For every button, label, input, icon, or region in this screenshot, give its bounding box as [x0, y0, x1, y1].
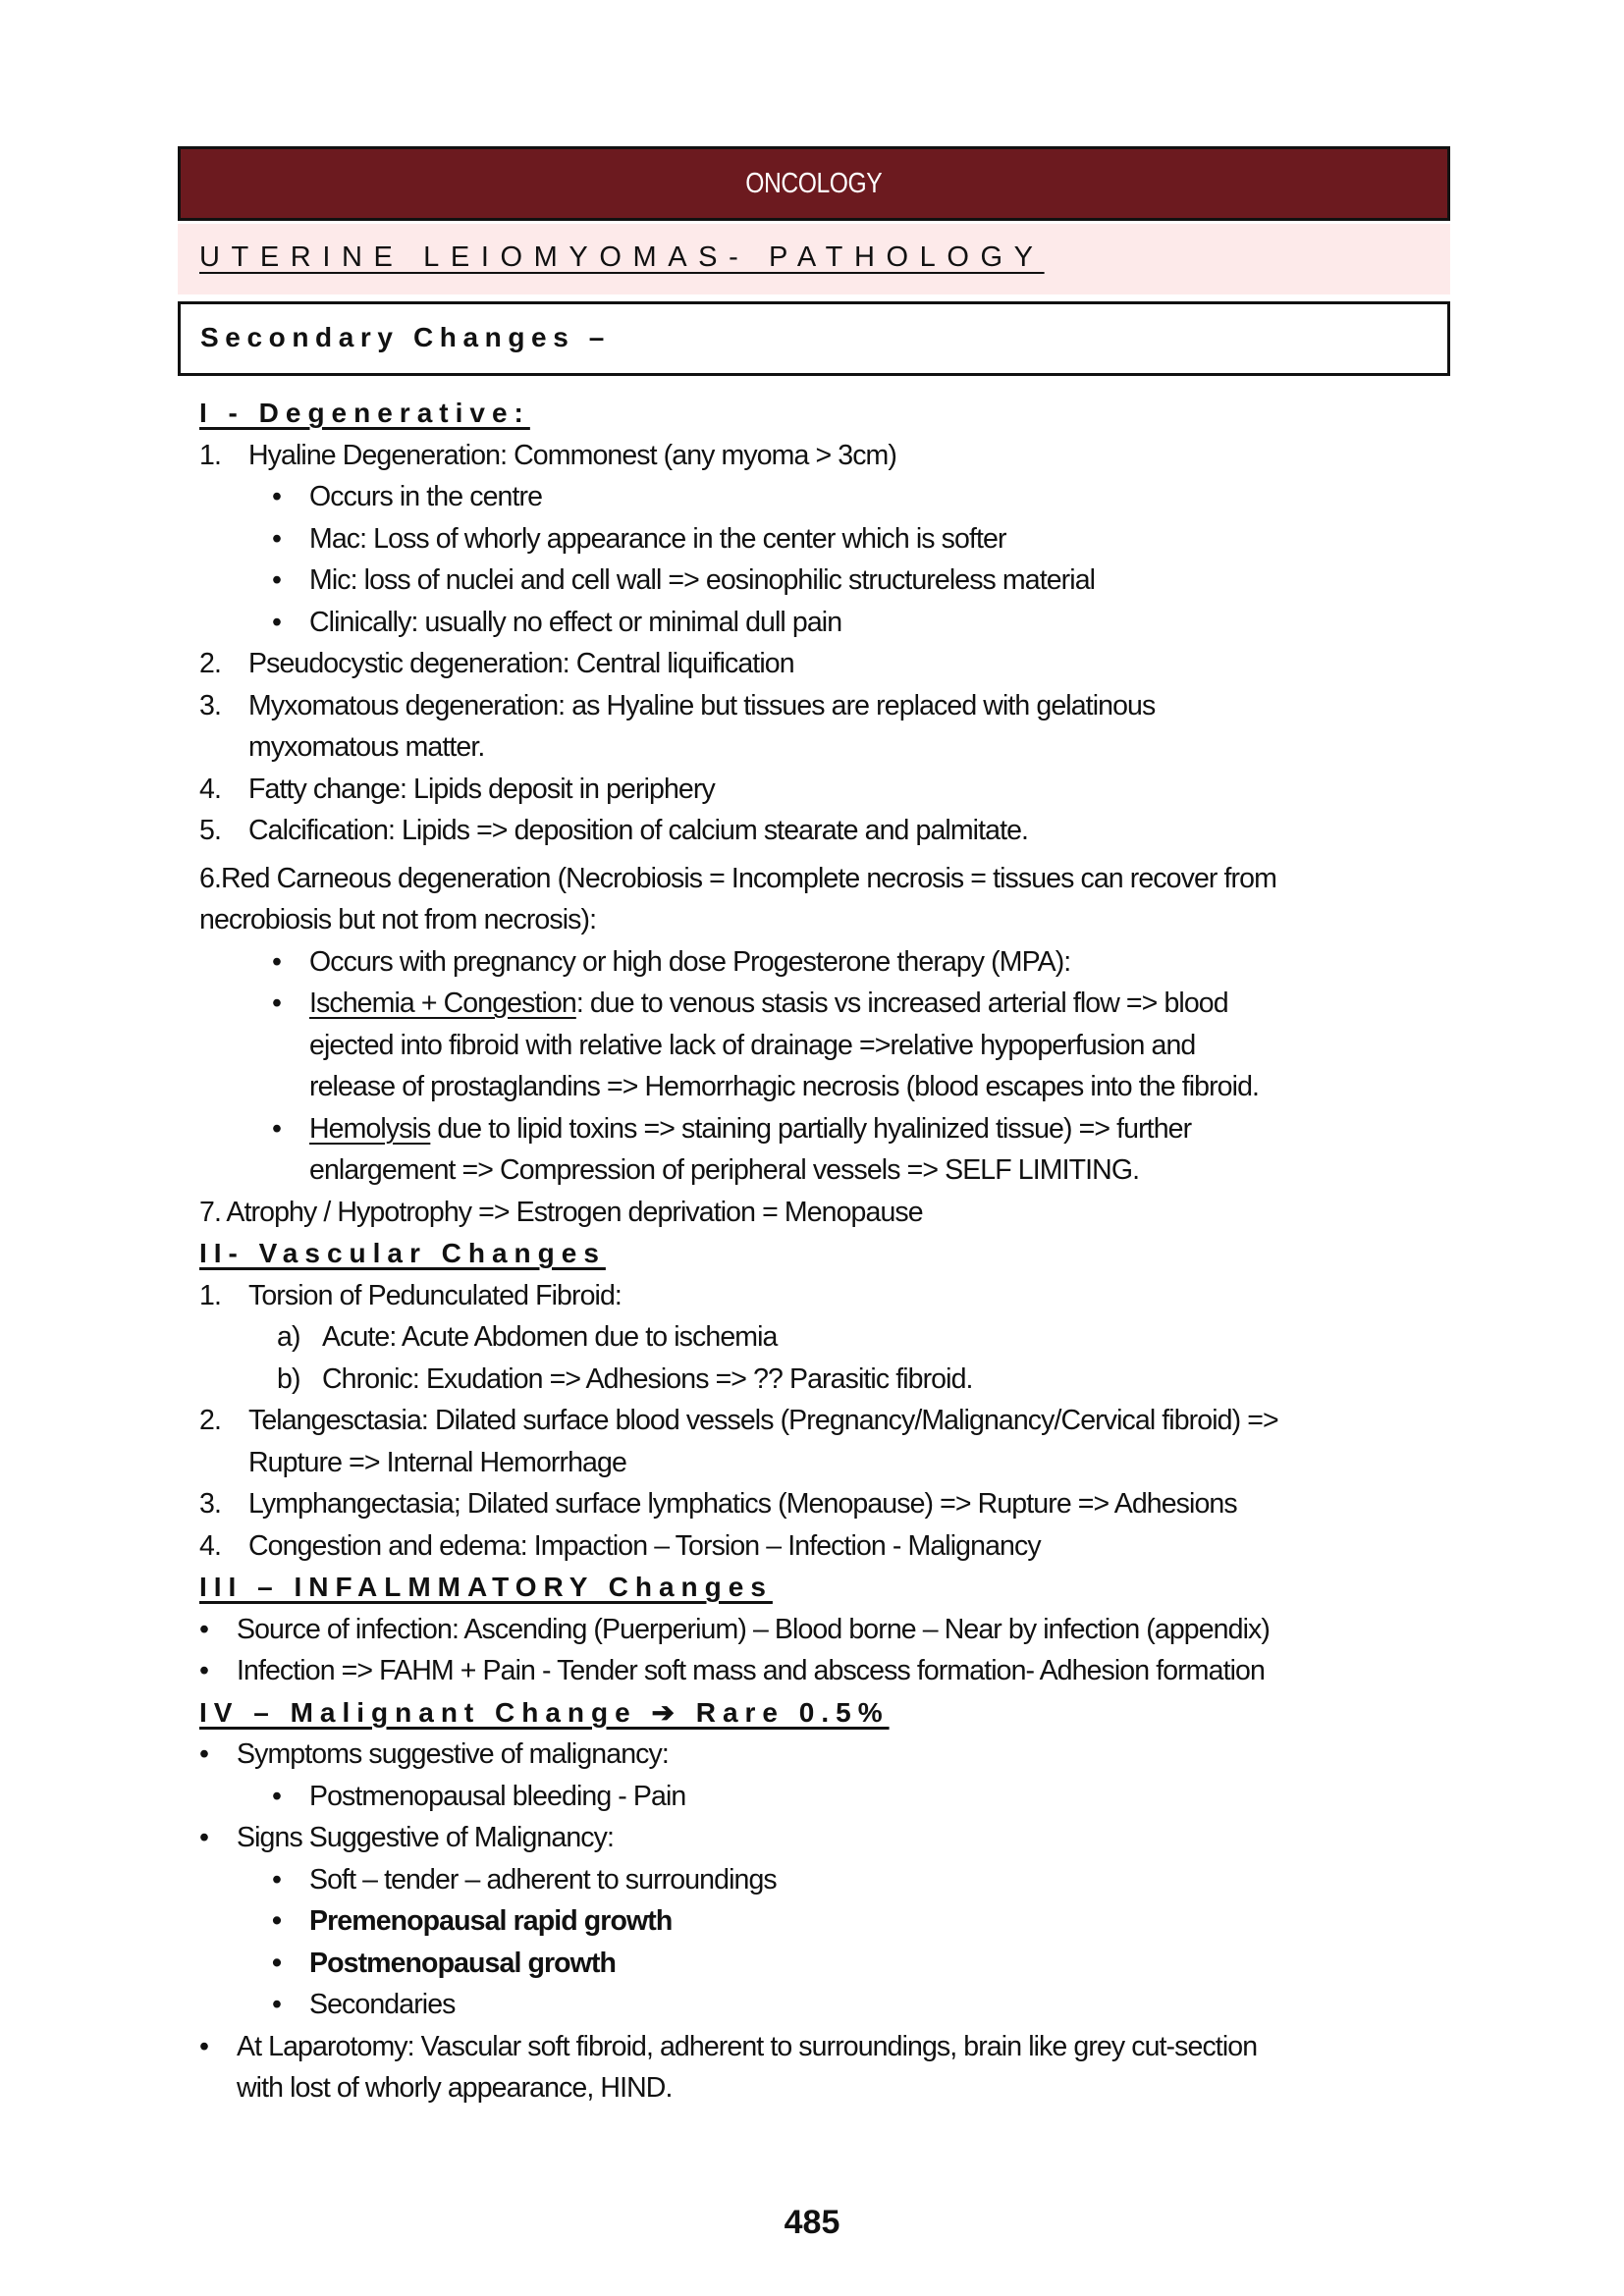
list-item: • Occurs in the centre	[199, 476, 1446, 518]
bullet-icon: •	[272, 988, 282, 1019]
page-number: 485	[784, 2204, 840, 2241]
list-item: 2. Telangesctasia: Dilated surface blood vessels (Pregnancy/Malignancy/Cervical fibroid) =>	[199, 1405, 1278, 1436]
bullet-icon: •	[272, 945, 282, 978]
list-item: • Occurs with pregnancy or high dose Progesterone therapy (MPA):	[199, 941, 1446, 984]
list-item: 4. Fatty change: Lipids deposit in periphery	[199, 773, 715, 805]
heading-vascular: II- Vascular Changes	[199, 1238, 606, 1268]
list-item: • Postmenopausal bleeding - Pain	[199, 1776, 1446, 1818]
list-item: • Infection => FAHM + Pain - Tender soft mass and abscess formation- Adhesion formation	[199, 1650, 1446, 1692]
bullet-icon: •	[272, 481, 282, 512]
body-content: I - Degenerative: 1. Hyaline Degeneration: Commonest (any myoma > 3cm) • Occurs in the centre • Mac: Loss of whorly appearance in the center which is softer • Mic: loss of nuclei and cell wall => eosinophilic structureless material • Clinically: usually no effect or minimal dull pain 2. Pseudocystic degeneration: Central liquification 3. Myxomatous degeneration: as Hyaline but tissues are replaced with gelatinous myxomatous matter. 4. Fatty change: Lipids deposit in periphery 5. Calcification: Lipids => deposition of calcium stearate and palmitate. 6.Red Carneous degeneration (Necrobiosis = Incomplete necrosis = tissues can recover from necrobiosis but not from necrosis): • Occurs with pregnancy or high dose Progesterone therapy (MPA): • Ischemia + Congestion: due to venous stasis vs increased arterial flow => blood ejected into fibroid with relative lack of drainage =>relative hypoperfusion and release of prostaglandins => Hemorrhagic necrosis (blood escapes into the fibroid. • Hemolysis due to lipid toxins => staining partially hyalinized tissue) => further enlargement => Compression of peripheral vessels => SELF LIMITING. 7. Atrophy / Hypotrophy => Estrogen deprivation = Menopause II- Vascular Changes 1. Torsion of Pedunculated Fibroid: a) Acute: Acute Abdomen due to ischemia b) Chronic: Exudation => Adhesions => ?? Parasitic fibroid. 2. Telangesctasia: Dilated surface blood vessels (Pregnancy/Malignancy/Cervical fibroid) => Rupture => Internal Hemorrhage 3. Lymphangectasia; Dilated surface lymphatics (Menopause) => Rupture => Adhesions 4. Congestion and edema: Impaction – Torsion – Infection - Malignancy III – INFALMMATORY Changes • Source of infection: Ascending (Puerperium) – Blood borne – Near by infection (appendix) • Infection => FAHM + Pain - Tender soft mass and abscess formation- Adhesion formation IV – Malignant Change ➔ Rare 0.5% • Symptoms suggestive of malignancy: • Postmenopausal bleeding - Pain • Signs Suggestive of Malignancy: • Soft – tender – adherent to surroundings • Premenopausal rapid growth • Postmenopausal growth • Secondaries • At Laparotomy: Vascular soft fibroid, adherent to surroundings, brain like grey cut-section with lost of whorly appearance, HIND.	[199, 393, 1446, 2109]
list-item: 7. Atrophy / Hypotrophy => Estrogen deprivation = Menopause	[199, 1196, 923, 1228]
bullet-icon: •	[272, 1780, 282, 1812]
list-item: 1. Hyaline Degeneration: Commonest (any myoma > 3cm)	[199, 439, 896, 471]
list-item: a) Acute: Acute Abdomen due to ischemia	[277, 1321, 778, 1353]
chapter-header-bar	[178, 146, 1450, 221]
section-title: Secondary Changes –	[200, 322, 611, 352]
list-item: • Mac: Loss of whorly appearance in the center which is softer	[199, 518, 1446, 561]
bullet-icon: •	[199, 1738, 209, 1770]
list-item: • Postmenopausal growth	[199, 1943, 1446, 1985]
bullet-icon: •	[199, 1822, 209, 1853]
bullet-icon: •	[199, 1655, 209, 1686]
list-item: 3. Myxomatous degeneration: as Hyaline but tissues are replaced with gelatinous	[199, 689, 1156, 721]
list-item: 5. Calcification: Lipids => deposition of calcium stearate and palmitate.	[199, 815, 1029, 846]
topic-band	[178, 224, 1450, 294]
list-item: 1. Torsion of Pedunculated Fibroid:	[199, 1279, 622, 1311]
list-item: • Signs Suggestive of Malignancy:	[199, 1817, 1446, 1859]
list-item: • At Laparotomy: Vascular soft fibroid, adherent to surroundings, brain like grey cut-section	[199, 2026, 1446, 2068]
bullet-icon: •	[272, 1947, 282, 1979]
bullet-icon: •	[199, 1613, 209, 1645]
heading-malignant: IV – Malignant Change ➔ Rare 0.5%	[199, 1696, 890, 1728]
list-item: • Clinically: usually no effect or minimal dull pain	[199, 602, 1446, 644]
paragraph-red-degeneration: 6.Red Carneous degeneration (Necrobiosis = Incomplete necrosis = tissues can recover from	[199, 862, 1276, 894]
list-item-continuation: myxomatous matter.	[248, 731, 485, 763]
bullet-icon: •	[272, 522, 282, 555]
bullet-icon: •	[272, 1905, 282, 1937]
bullet-icon: •	[272, 1863, 282, 1896]
list-item: 4. Congestion and edema: Impaction – Torsion – Infection - Malignancy	[199, 1529, 1041, 1562]
list-item: 2. Pseudocystic degeneration: Central liquification	[199, 648, 794, 679]
list-item: • Source of infection: Ascending (Puerperium) – Blood borne – Near by infection (appendix)	[199, 1609, 1446, 1651]
bullet-icon: •	[199, 2030, 209, 2062]
bullet-icon: •	[272, 606, 282, 638]
bullet-icon: •	[272, 1989, 282, 2020]
list-item: • Symptoms suggestive of malignancy:	[199, 1734, 1446, 1776]
heading-degenerative: I - Degenerative:	[199, 398, 530, 428]
list-item: b) Chronic: Exudation => Adhesions => ?? Parasitic fibroid.	[277, 1362, 973, 1395]
list-item: • Hemolysis due to lipid toxins => staining partially hyalinized tissue) => further	[199, 1108, 1446, 1150]
topic-title: UTERINE LEIOMYOMAS- PATHOLOGY	[199, 241, 1045, 273]
bullet-icon: •	[272, 564, 282, 596]
bullet-icon: •	[272, 1112, 282, 1145]
list-item: • Soft – tender – adherent to surroundings	[199, 1859, 1446, 1901]
list-item: • Ischemia + Congestion: due to venous stasis vs increased arterial flow => blood	[199, 983, 1446, 1025]
heading-inflammatory: III – INFALMMATORY Changes	[199, 1572, 773, 1602]
chapter-title: ONCOLOGY	[745, 167, 883, 199]
list-item: • Mic: loss of nuclei and cell wall => eosinophilic structureless material	[199, 560, 1446, 602]
list-item: • Secondaries	[199, 1984, 1446, 2026]
section-title-box	[178, 301, 1450, 376]
list-item: • Premenopausal rapid growth	[199, 1900, 1446, 1943]
list-item: 3. Lymphangectasia; Dilated surface lymphatics (Menopause) => Rupture => Adhesions	[199, 1488, 1237, 1520]
